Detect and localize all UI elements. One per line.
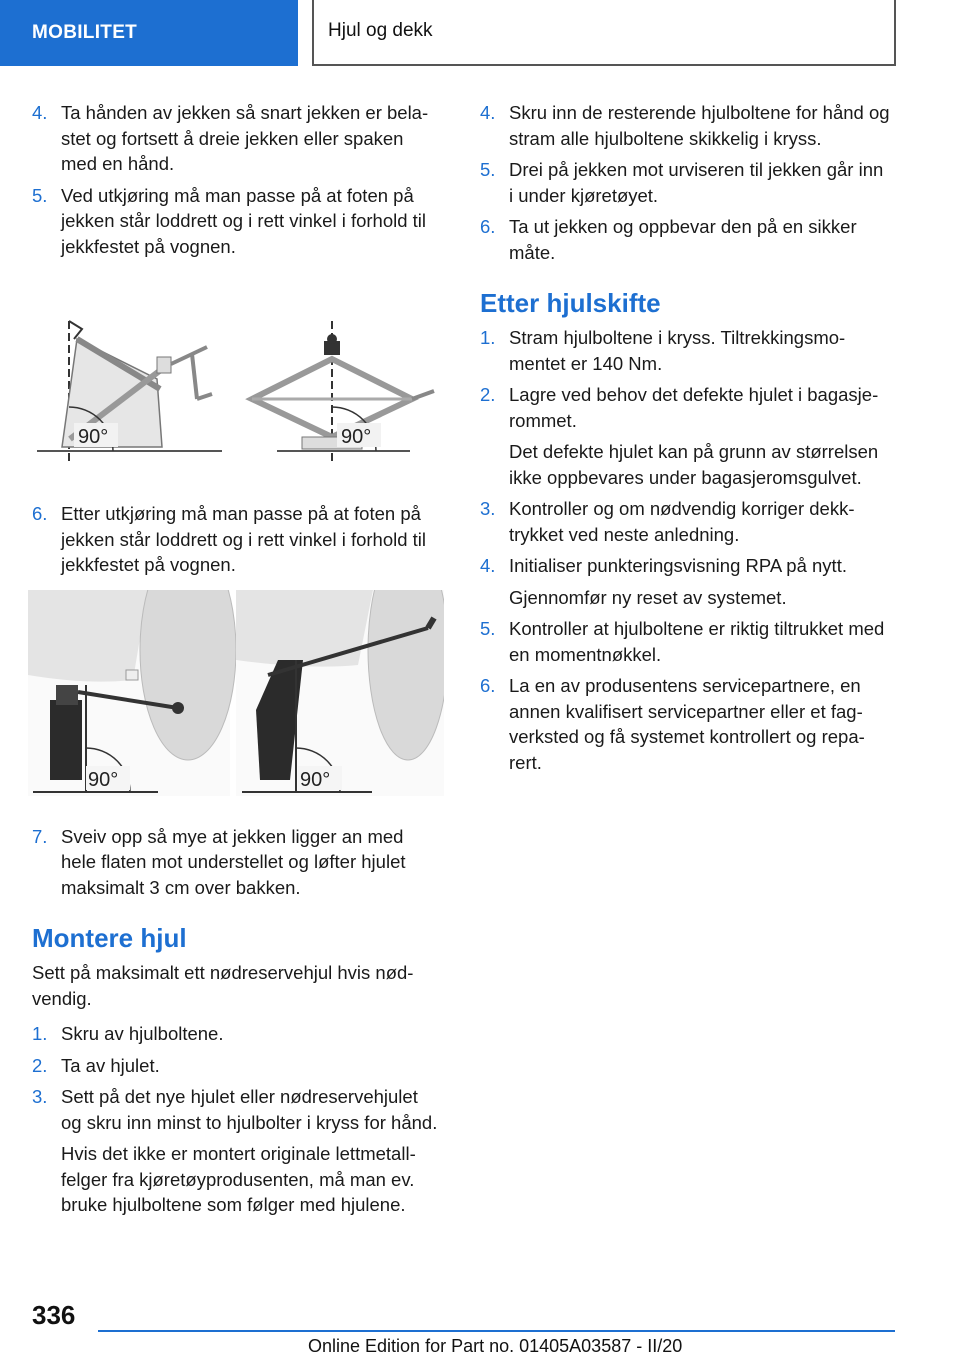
step-number: 1.	[32, 1023, 48, 1044]
angle-label: 90°	[88, 768, 119, 791]
step-number: 2.	[32, 1054, 48, 1076]
step-number: 1.	[480, 327, 496, 348]
right-column	[480, 100, 890, 781]
step-number: 6.	[32, 503, 48, 524]
jack-under-car-illustration	[28, 590, 444, 796]
step-note: Det defekte hjulet kan på grunn av størrelsen ikke oppbevares under bagasjeromsgulvet.	[509, 441, 879, 488]
list-item	[32, 1053, 442, 1079]
intro-paragraph: Sett på maksimalt ett nødreservehjul hvis nødvendig.	[32, 962, 414, 1009]
list-item	[480, 214, 890, 265]
section-tab: MOBILITET	[0, 0, 298, 66]
section-heading: Etter hjulskifte	[480, 288, 661, 318]
step-number: 5.	[480, 159, 496, 180]
step-text: Sett på det nye hjulet eller nødreservehjulet og skru inn minst to hjulbolter i kryss for hånd.	[61, 1086, 438, 1133]
step-number: 2.	[480, 384, 496, 405]
page-number: 336	[32, 1300, 76, 1330]
list-item	[480, 157, 890, 208]
jack-diagram-figure	[32, 319, 442, 469]
step-number: 5.	[32, 184, 48, 206]
step-number: 4.	[480, 555, 496, 576]
list-item	[480, 673, 890, 775]
scissor-jack-illustration	[32, 319, 442, 469]
step-note: Gjennomfør ny reset av systemet.	[509, 586, 787, 608]
list-item	[480, 382, 890, 433]
section-heading: Montere hjul	[32, 923, 187, 953]
step-number: 6.	[480, 675, 496, 696]
jack-under-car-figure	[28, 590, 442, 796]
step-text: Sveiv opp så mye at jekken ligger an med hele flaten mot understellet og løfter hjulet maksimalt 3 cm over bakken.	[61, 825, 406, 898]
step-text: Kontroller at hjulboltene er riktig tiltrukket med en momentnøkkel.	[509, 618, 885, 665]
step-text: Initialiser punkteringsvisning RPA på nytt.	[509, 555, 847, 576]
step-text: Stram hjulboltene i kryss. Tiltrekkingsmomentet er 140 Nm.	[509, 327, 846, 374]
step-text: Kontroller og om nødvendig korriger dekktrykket ved neste anledning.	[509, 498, 855, 545]
step-number: 4.	[480, 102, 496, 123]
list-item	[480, 553, 890, 579]
step-number: 3.	[480, 498, 496, 519]
step-text: Drei på jekken mot urviseren til jekken går inn i under kjøretøyet.	[509, 159, 884, 206]
left-column	[32, 100, 442, 1224]
list-item	[480, 616, 890, 667]
step-number: 3.	[32, 1086, 48, 1107]
step-text: Lagre ved behov det defekte hjulet i bagasjerommet.	[509, 384, 879, 431]
chapter-title: Hjul og dekk	[312, 0, 896, 66]
list-item	[32, 824, 442, 901]
step-text: La en av produsentens servicepartnere, en annen kvalifisert servicepartner eller et fagverksted og få systemet kontrollert og reparert.	[509, 675, 865, 773]
step-text: Ved utkjøring må man passe på at foten på jekken står loddrett og i rett vinkel i forhold til jekkfestet på vognen.	[61, 184, 427, 257]
angle-label: 90°	[78, 426, 109, 448]
step-text: Skru inn de resterende hjulboltene for hånd og stram alle hjulboltene skikkelig i kryss.	[509, 102, 890, 149]
page-header	[0, 0, 960, 66]
list-item	[480, 100, 890, 151]
list-item	[32, 501, 442, 578]
step-number: 6.	[480, 216, 496, 237]
list-item	[32, 1084, 442, 1135]
list-item	[32, 183, 442, 260]
list-item	[32, 100, 442, 177]
step-text: Etter utkjøring må man passe på at foten på jekken står loddrett og i rett vinkel i forhold til jekkfestet på vognen.	[61, 503, 427, 575]
svg-text:90°: 90°	[300, 768, 331, 791]
list-item	[480, 496, 890, 547]
list-item	[480, 325, 890, 376]
step-number: 4.	[32, 102, 48, 123]
step-text: Ta ut jekken og oppbevar den på en sikker måte.	[509, 216, 857, 263]
svg-text:90°: 90°	[341, 426, 372, 448]
step-number: 7.	[32, 825, 48, 847]
step-text: Ta hånden av jekken så snart jekken er belastet og fortsett å dreie jekken eller spaken med en hånd.	[61, 102, 429, 174]
edition-footer: Online Edition for Part no. 01405A03587 - II/20	[308, 1336, 683, 1356]
step-text: Ta av hjulet.	[61, 1054, 160, 1076]
list-item	[32, 1021, 442, 1047]
step-number: 5.	[480, 618, 496, 639]
footer-divider	[98, 1330, 895, 1332]
step-note: Hvis det ikke er montert originale lettmetallfelger fra kjøretøyprodusenten, må man ev. bruke hjulboltene som følger med hjulene.	[61, 1143, 416, 1215]
step-text: Skru av hjulboltene.	[61, 1023, 224, 1044]
